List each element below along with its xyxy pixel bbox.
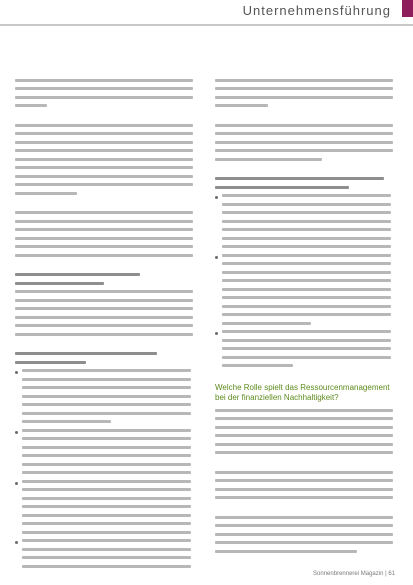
right-column xyxy=(215,73,393,553)
left-column xyxy=(15,73,193,568)
highlight-subheading: Welche Rolle spielt das Ressourcenmanagement bei der finanziellen Nachhaltigkeit? xyxy=(215,383,390,402)
page-footer: Sonnenbrennerei Magazin | 61 xyxy=(313,571,395,577)
header-divider xyxy=(0,24,413,26)
section-accent-bar xyxy=(402,0,413,17)
section-title: Unternehmensführung xyxy=(242,3,391,18)
